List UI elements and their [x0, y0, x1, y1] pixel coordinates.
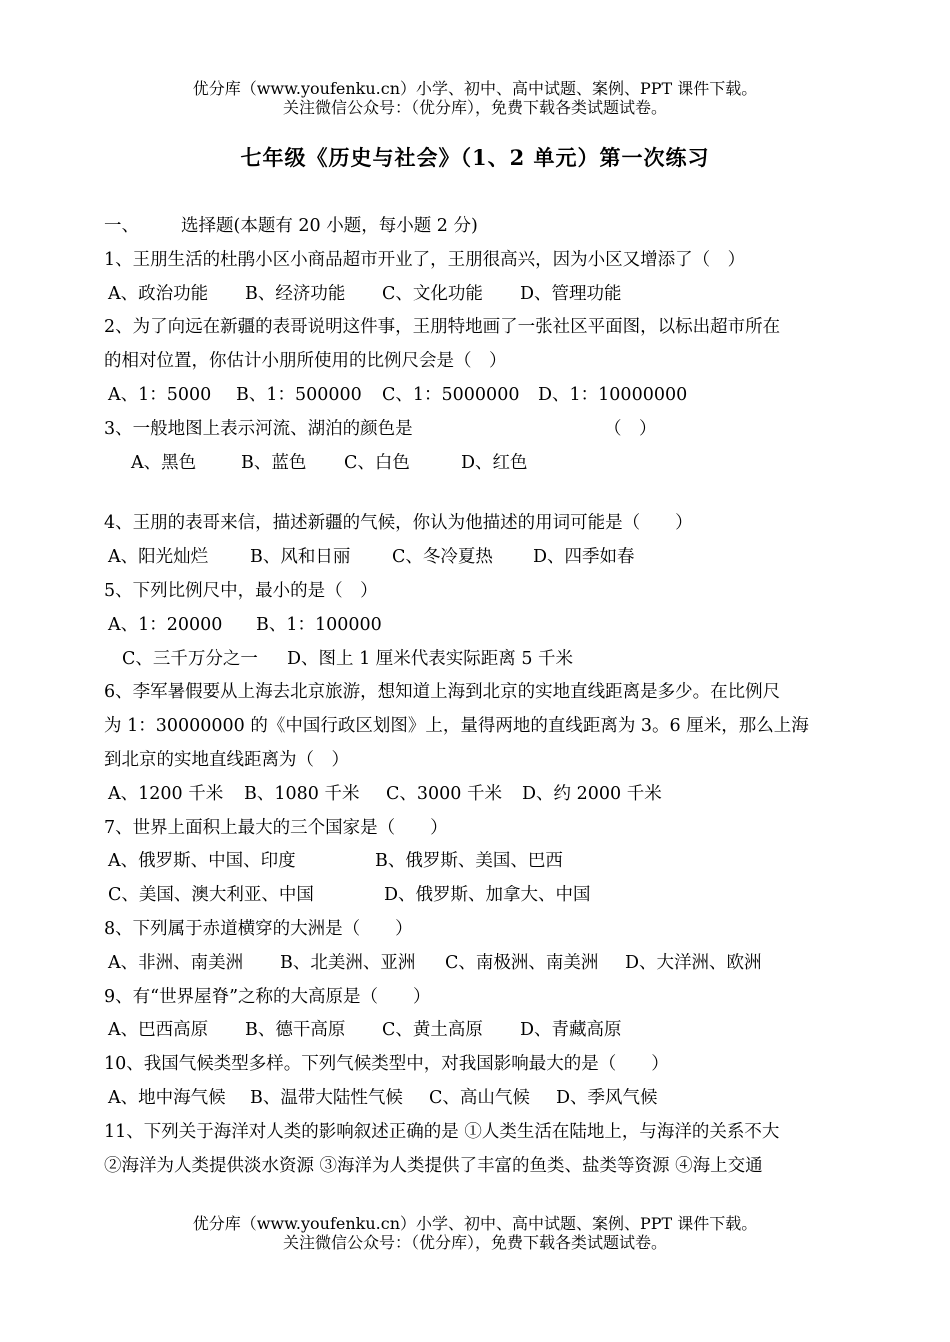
question-4-stem: 4、王朋的表哥来信，描述新疆的气候，你认为他描述的用词可能是（ ）: [104, 513, 693, 534]
option-b: B、蓝色: [241, 452, 307, 473]
option-c: C、白色: [344, 452, 410, 473]
option-b: B、温带大陆性气候: [250, 1087, 403, 1108]
option-b: B、北美洲、亚洲: [280, 952, 416, 973]
question-5-options-row-1: [104, 609, 864, 643]
option-c: C、黄土高原: [382, 1020, 483, 1041]
question-5-options-row-2: [104, 643, 864, 677]
page-header: [0, 79, 950, 117]
question-2-options: [104, 379, 864, 413]
option-b: B、德干高原: [245, 1020, 346, 1041]
question-5-stem: 5、下列比例尺中，最小的是（ ）: [104, 580, 378, 601]
question-11-stem-line-1: 11、下列关于海洋对人类的影响叙述正确的是 ①人类生活在陆地上，与海洋的关系不大: [104, 1121, 780, 1142]
option-b: B、经济功能: [245, 283, 346, 304]
question-8-options: [104, 947, 864, 981]
question-10-options: [104, 1082, 864, 1116]
footer-line-1: 优分库（www.youfenku.cn）小学、初中、高中试题、案例、PPT 课件下载。: [192, 1214, 758, 1233]
option-b: B、1：500000: [236, 384, 362, 405]
question-4-options: [104, 541, 864, 575]
option-c: C、1：5000000: [382, 384, 520, 405]
option-b: B、1：100000: [256, 614, 382, 635]
footer-line-2: 关注微信公众号：（优分库），免费下载各类试题试卷。: [282, 1233, 667, 1252]
answer-bracket: （ ）: [604, 418, 657, 439]
page-title: 七年级《历史与社会》（1、2 单元）第一次练习: [240, 145, 710, 170]
question-1-options: [104, 278, 864, 312]
option-d: D、约 2000 千米: [522, 783, 662, 804]
question-6-stem-line-3: 到北京的实地直线距离为（ ）: [104, 749, 349, 770]
question-list: [104, 210, 864, 1183]
question-2-stem-line-2: 的相对位置，你估计小朋所使用的比例尺会是（ ）: [104, 351, 507, 372]
option-d: D、红色: [461, 452, 528, 473]
option-d: D、大洋洲、欧洲: [625, 952, 762, 973]
question-2-stem-line-1: 2、为了向远在新疆的表哥说明这件事，王朋特地画了一张社区平面图，以标出超市所在: [104, 317, 781, 338]
section-number: 一、: [104, 216, 139, 236]
option-c: C、冬冷夏热: [392, 547, 493, 568]
question-1-stem: 1、王朋生活的杜鹃小区小商品超市开业了，王朋很高兴，因为小区又增添了（ ）: [104, 249, 746, 270]
option-a: A、非洲、南美洲: [108, 952, 244, 973]
option-a: A、1：5000: [108, 384, 212, 405]
option-a: A、地中海气候: [108, 1087, 226, 1108]
question-3-stem: [104, 413, 864, 447]
question-6-stem-line-2: 为 1：30000000 的《中国行政区划图》上，量得两地的直线距离为 3。6 厘米，那么上海: [104, 716, 809, 737]
question-3-text: 3、一般地图上表示河流、湖泊的颜色是: [104, 418, 413, 439]
option-a: A、政治功能: [108, 283, 209, 304]
question-8-stem: 8、下列属于赤道横穿的大洲是（ ）: [104, 918, 413, 939]
option-c: C、文化功能: [382, 283, 483, 304]
option-a: A、1：20000: [108, 614, 223, 635]
option-b: B、1080 千米: [244, 783, 360, 804]
header-line-1: 优分库（www.youfenku.cn）小学、初中、高中试题、案例、PPT 课件下载。: [192, 79, 758, 98]
option-d: D、管理功能: [520, 283, 622, 304]
option-a: A、巴西高原: [108, 1020, 209, 1041]
question-7-stem: 7、世界上面积上最大的三个国家是（ ）: [104, 817, 448, 838]
section-heading: [104, 210, 864, 244]
spacer: [104, 480, 864, 507]
option-c: C、美国、澳大利亚、中国: [108, 885, 314, 906]
question-9-options: [104, 1014, 864, 1048]
section-label: 选择题(本题有 20 小题，每小题 2 分): [181, 216, 478, 236]
question-10-stem: 10、我国气候类型多样。下列气候类型中，对我国影响最大的是（ ）: [104, 1054, 669, 1075]
header-line-2: 关注微信公众号：（优分库），免费下载各类试题试卷。: [282, 98, 667, 117]
question-6-options: [104, 778, 864, 812]
option-b: B、俄罗斯、美国、巴西: [375, 851, 563, 872]
option-a: A、俄罗斯、中国、印度: [108, 851, 296, 872]
option-d: D、俄罗斯、加拿大、中国: [384, 885, 591, 906]
option-c: C、高山气候: [429, 1087, 530, 1108]
question-7-options-row-1: [104, 845, 864, 879]
option-d: D、青藏高原: [520, 1020, 622, 1041]
question-6-stem-line-1: 6、李军暑假要从上海去北京旅游，想知道上海到北京的实地直线距离是多少。在比例尺: [104, 682, 781, 703]
page-footer: [0, 1214, 950, 1252]
option-d: D、季风气候: [556, 1087, 658, 1108]
option-d: D、图上 1 厘米代表实际距离 5 千米: [287, 648, 574, 669]
question-9-stem: 9、有“世界屋脊”之称的大高原是（ ）: [104, 986, 431, 1007]
option-c: C、南极洲、南美洲: [445, 952, 599, 973]
option-d: D、四季如春: [533, 547, 635, 568]
option-a: A、阳光灿烂: [108, 547, 209, 568]
option-a: A、黑色: [131, 452, 197, 473]
option-b: B、风和日丽: [250, 547, 351, 568]
option-a: A、1200 千米: [108, 783, 224, 804]
question-11-stem-line-2: ②海洋为人类提供淡水资源 ③海洋为人类提供了丰富的鱼类、盐类等资源 ④海上交通: [104, 1155, 763, 1176]
option-c: C、3000 千米: [386, 783, 502, 804]
option-d: D、1：10000000: [538, 384, 688, 405]
option-c: C、三千万分之一: [122, 648, 258, 669]
question-7-options-row-2: [104, 879, 864, 913]
question-3-options: [104, 447, 864, 481]
